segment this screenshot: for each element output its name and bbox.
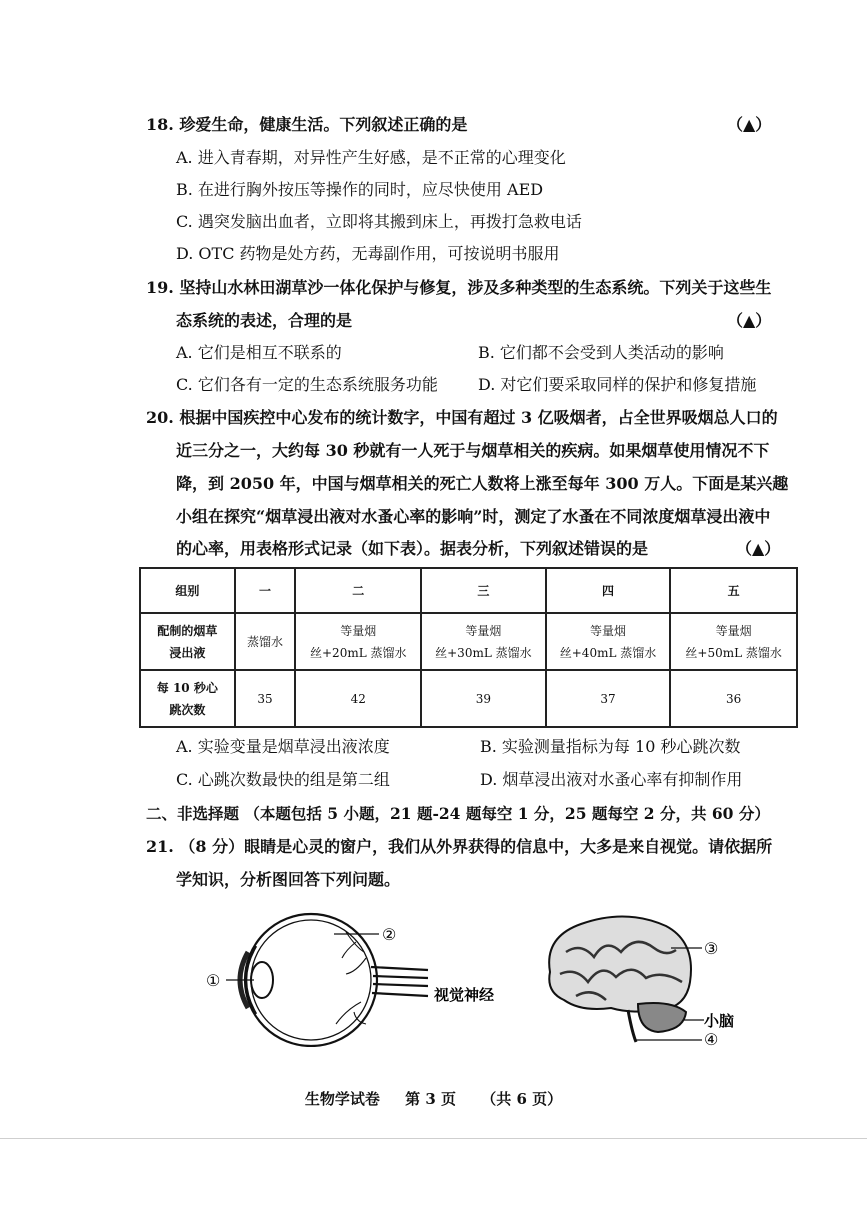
q20-line-2: 近三分之一，大约每 30 秒就有一人死于与烟草相关的疾病。如果烟草使用情况不下 — [176, 441, 770, 460]
footer-subject: 生物学试卷 — [304, 1090, 380, 1108]
liquid-4-b: 丝+40mL 蒸馏水 — [559, 645, 657, 660]
q20-option-a: A. 实验变量是烟草浸出液浓度 — [176, 737, 390, 756]
eye-label-2: ② — [382, 925, 397, 944]
page-footer — [0, 1088, 867, 1109]
q19-option-a: A. 它们是相互不联系的 — [176, 343, 342, 362]
q20-mark: （▲） — [736, 539, 781, 558]
q19-stem-line1: 19. 坚持山水林田湖草沙一体化保护与修复，涉及多种类型的生态系统。下列关于这些生 — [146, 278, 772, 297]
heart-rate-table — [139, 567, 798, 728]
optic-nerve-label: 视觉神经 — [434, 986, 495, 1004]
table-beats-4: 37 — [546, 670, 671, 727]
q19-option-c: C. 它们各有一定的生态系统服务功能 — [176, 375, 438, 394]
table-row-liquid — [140, 613, 797, 670]
q19-stem-line2: 态系统的表述，合理的是 — [176, 311, 353, 330]
table-beats-2: 42 — [295, 670, 421, 727]
table-liquid-1 — [235, 613, 296, 670]
brain-label-3: ③ — [704, 939, 719, 958]
liquid-1-a: 蒸馏水 — [247, 634, 284, 649]
q20-line-1: 20. 根据中国疾控中心发布的统计数字，中国有超过 3 亿吸烟者，占全世界吸烟总人口的 — [146, 408, 778, 427]
q18-option-b: B. 在进行胸外按压等操作的同时，应尽快使用 AED — [176, 180, 544, 199]
eye-diagram — [196, 912, 506, 1047]
table-header-liquid — [140, 613, 235, 670]
liquid-3-b: 丝+30mL 蒸馏水 — [435, 645, 532, 660]
table-beats-3: 39 — [421, 670, 546, 727]
table-beats-5: 36 — [670, 670, 797, 727]
q20-line-5: 的心率，用表格形式记录（如下表）。据表分析，下列叙述错误的是 — [176, 539, 649, 558]
q20-option-c: C. 心跳次数最快的组是第二组 — [176, 770, 390, 789]
section-2-heading: 二、非选择题 （本题包括 5 小题，21 题-24 题每空 1 分，25 题每空 2 分，共 60 分） — [146, 804, 770, 823]
q18-mark: （▲） — [727, 115, 772, 134]
footer-total: （共 6 页） — [481, 1090, 563, 1108]
q18-stem: 18. 珍爱生命，健康生活。下列叙述正确的是 — [146, 115, 468, 134]
q18-option-a: A. 进入青春期，对异性产生好感，是不正常的心理变化 — [176, 148, 566, 167]
q19-option-d: D. 对它们要采取同样的保护和修复措施 — [478, 375, 757, 394]
table-row-beats — [140, 670, 797, 727]
q20-option-d: D. 烟草浸出液对水蚤心率有抑制作用 — [480, 770, 743, 789]
table-header-group: 组别 — [140, 568, 235, 613]
q19-option-b: B. 它们都不会受到人类活动的影响 — [478, 343, 724, 362]
table-liquid-4 — [546, 613, 671, 670]
table-liquid-5 — [670, 613, 797, 670]
table-row-groups — [140, 568, 797, 613]
beats-label-line1: 每 10 秒心 — [156, 680, 218, 695]
liquid-5-a: 等量烟 — [715, 623, 752, 638]
brain-label-4: ④ — [704, 1030, 719, 1049]
table-group-1: 一 — [235, 568, 296, 613]
q19-mark: （▲） — [727, 311, 772, 330]
q18-option-d: D. OTC 药物是处方药，无毒副作用，可按说明书服用 — [176, 244, 560, 263]
table-group-2: 二 — [295, 568, 421, 613]
liquid-4-a: 等量烟 — [589, 623, 626, 638]
table-header-beats — [140, 670, 235, 727]
brain-diagram — [536, 912, 746, 1052]
liquid-label-line2: 浸出液 — [169, 645, 206, 660]
footer-page: 第 3 页 — [405, 1090, 456, 1108]
q20-line-3: 降，到 2050 年，中国与烟草相关的死亡人数将上涨至每年 300 万人。下面是某兴趣 — [176, 474, 789, 493]
liquid-5-b: 丝+50mL 蒸馏水 — [685, 645, 782, 660]
liquid-2-a: 等量烟 — [340, 623, 377, 638]
liquid-2-b: 丝+20mL 蒸馏水 — [310, 645, 407, 660]
page-divider — [0, 1138, 867, 1139]
q20-option-b: B. 实验测量指标为每 10 秒心跳次数 — [480, 737, 741, 756]
q21-line-1: 21. （8 分）眼睛是心灵的窗户，我们从外界获得的信息中，大多是来自视觉。请依据所 — [146, 837, 773, 856]
cerebellum-label: 小脑 — [704, 1012, 735, 1030]
q21-line-2: 学知识，分析图回答下列问题。 — [176, 870, 401, 889]
beats-label-line2: 跳次数 — [169, 702, 206, 717]
eye-label-1: ① — [206, 971, 221, 990]
table-group-3: 三 — [421, 568, 546, 613]
table-liquid-2 — [295, 613, 421, 670]
table-group-4: 四 — [546, 568, 671, 613]
table-beats-1: 35 — [235, 670, 296, 727]
q20-line-4: 小组在探究“烟草浸出液对水蚤心率的影响”时，测定了水蚤在不同浓度烟草浸出液中 — [176, 507, 771, 526]
liquid-3-a: 等量烟 — [465, 623, 502, 638]
liquid-label-line1: 配制的烟草 — [157, 623, 218, 638]
table-liquid-3 — [421, 613, 546, 670]
q18-option-c: C. 遇突发脑出血者，立即将其搬到床上，再拨打急救电话 — [176, 212, 582, 231]
table-group-5: 五 — [670, 568, 797, 613]
